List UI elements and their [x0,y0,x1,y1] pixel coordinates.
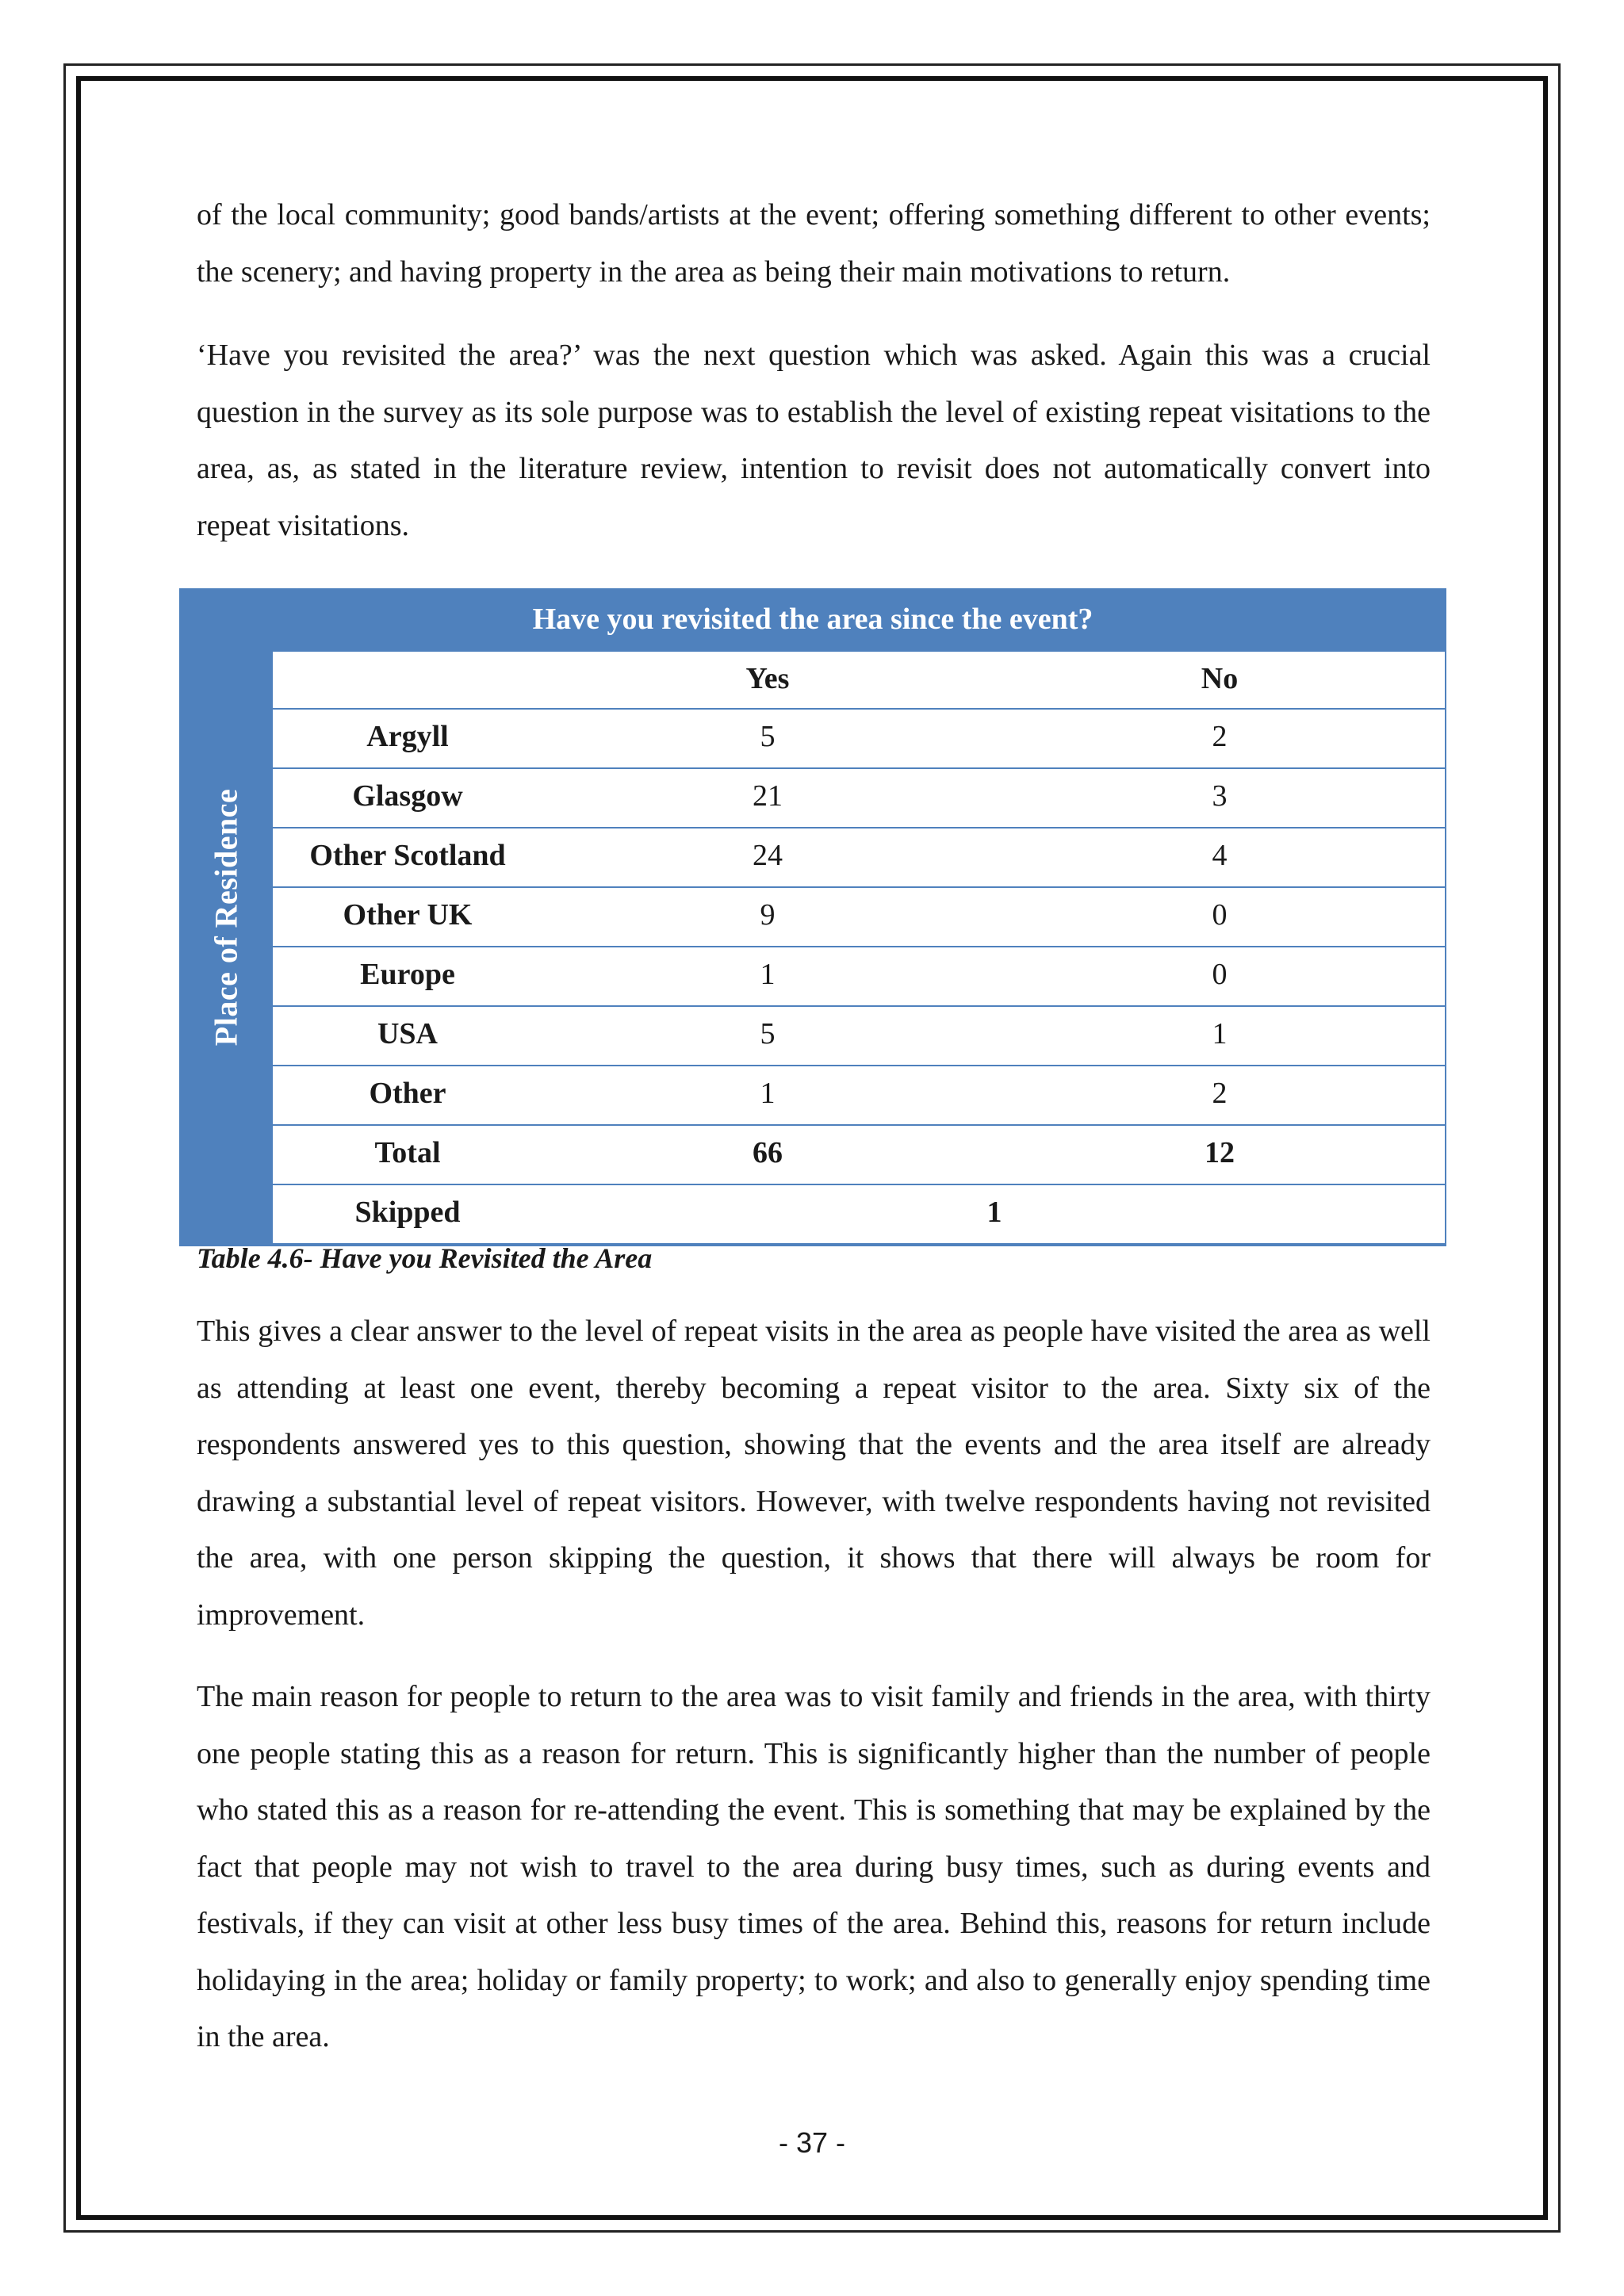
yes-cell: 1 [760,958,776,991]
table-row [273,710,1446,769]
skipped-value: 1 [986,1196,1002,1229]
table-total-row [273,1126,1446,1185]
table-caption: Table 4.6- Have you Revisited the Area [197,1242,653,1274]
yes-cell: 9 [760,898,776,932]
yes-cell: 5 [760,720,776,753]
yes-cell: 24 [753,839,783,872]
table-title: Have you revisited the area since the event? [179,588,1446,650]
table-row [273,947,1446,1007]
upper-text [197,187,1431,554]
no-cell: 2 [1212,720,1228,753]
no-total-cell: 12 [1205,1136,1235,1169]
header-blank-cell [273,652,542,708]
no-cell: 2 [1212,1077,1228,1110]
table-row [273,1066,1446,1126]
skipped-label: Skipped [354,1196,461,1229]
table-grid [273,650,1446,1245]
no-cell: 0 [1212,958,1228,991]
table-row [273,888,1446,947]
row-label: Other UK [343,898,473,932]
yes-cell: 21 [753,779,783,813]
table-row [273,769,1446,828]
paragraph-1: of the local community; good bands/artists at the event; offering something different to other events; the scenery; and having property in the area as being their main motivations to return. [197,198,1431,289]
table-skipped-row [273,1185,1446,1245]
table-header-row [273,650,1446,710]
side-label: Place of Residence [208,788,244,1047]
paragraph-3: This gives a clear answer to the level of repeat visits in the area as people have visited the area as well as attending at least one event, thereby becoming a repeat visitor to the area. Sixty six of the respondents answered yes to this question, showing that the events and the area itself are already drawing a substantial level of repeat visitors. However, with twelve respondents having not revisited the area, with one person skipping the question, it shows that there will always be room for improvement. [197,1314,1431,1632]
col-header-no: No [1201,662,1239,695]
col-header-yes: Yes [745,662,790,695]
row-label: Other [369,1077,446,1110]
lower-text [197,1303,1431,2066]
row-label: Argyll [366,720,449,753]
paragraph-2: ‘Have you revisited the area?’ was the next question which was asked. Again this was a crucial question in the survey as its sole purpose was to establish the level of existing repeat visitations to the area, as, as stated in the literature review, intention to revisit does not automatically convert into repeat visitations. [197,339,1431,542]
row-label: Other Scotland [309,839,506,872]
no-cell: 4 [1212,839,1228,872]
row-label: Glasgow [352,779,463,813]
revisit-table [179,588,1446,1246]
table-row [273,1007,1446,1066]
no-cell: 0 [1212,898,1228,932]
table-row [273,828,1446,888]
yes-total-cell: 66 [753,1136,783,1169]
table-side-header [179,588,273,1246]
no-cell: 1 [1212,1017,1228,1050]
row-label: Total [374,1136,441,1169]
no-cell: 3 [1212,779,1228,813]
row-label: Europe [360,958,455,991]
row-label: USA [377,1017,439,1050]
page-number: - 37 - [778,2126,846,2159]
yes-cell: 1 [760,1077,776,1110]
yes-cell: 5 [760,1017,776,1050]
paragraph-4: The main reason for people to return to the area was to visit family and friends in the area, with thirty one people stating this as a reason for return. This is significantly higher than the number of people who stated this as a reason for re-attending the event. This is something that may be explained by the fact that people may not wish to travel to the area during busy times, such as during events and festivals, if they can visit at other less busy times of the area. Behind this, reasons for return include holidaying in the area; holiday or family property; to work; and also to generally enjoy spending time in the area. [197,1680,1431,2053]
